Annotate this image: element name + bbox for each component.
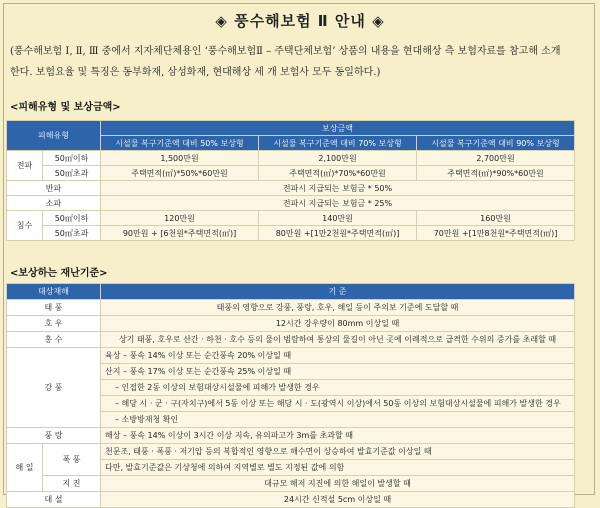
table-cell: 70만원 +[1만8천원*주택면적(㎡)] — [417, 226, 575, 241]
section-heading-disaster: <보상하는 재난기준> — [10, 268, 108, 279]
row-label-small-loss: 소파 — [7, 196, 101, 211]
table-row — [7, 181, 575, 196]
row-label-earthquake: 지 진 — [43, 476, 101, 492]
page-title: ◈ 풍수해보험 Ⅱ 안내 ◈ — [215, 12, 385, 30]
table-cell: 주택면적(㎡)*70%*60만원 — [259, 166, 417, 181]
table-cell: 주택면적(㎡)*50%*60만원 — [101, 166, 259, 181]
header-plan-50: 시설물 복구기준액 대비 50% 보상형 — [101, 136, 259, 151]
table-row — [7, 316, 575, 332]
table-row — [7, 284, 575, 300]
disaster-table — [6, 283, 575, 508]
row-label-flood: 침수 — [7, 211, 43, 241]
row-label-typhoon: 태 풍 — [7, 300, 101, 316]
row-label-tsunami: 해 일 — [7, 444, 43, 492]
row-label-over-50: 50㎡초과 — [43, 166, 101, 181]
table-cell: 80만원 +[1만2천원*주택면적(㎡)] — [259, 226, 417, 241]
table-row — [7, 332, 575, 348]
table-row — [7, 151, 575, 166]
row-label-over-50: 50㎡초과 — [43, 226, 101, 241]
row-label-half-loss: 반파 — [7, 181, 101, 196]
row-label-heavy-snow: 대 설 — [7, 492, 101, 508]
table-cell: 해상 – 풍속 14% 이상이 3시간 이상 지속, 유의파고가 3m를 초과할 때 — [101, 428, 575, 444]
row-label-under-50: 50㎡이하 — [43, 211, 101, 226]
row-label-storm: 폭 풍 — [43, 444, 101, 476]
table-cell: 24시간 신적설 5cm 이상일 때 — [101, 492, 575, 508]
table-row — [7, 226, 575, 241]
table-cell: – 인접한 2동 이상의 보험대상시설물에 피해가 발생한 경우 — [101, 380, 575, 396]
table-cell: 대규모 해저 지진에 의한 해일이 발생할 때 — [101, 476, 575, 492]
table-row — [7, 196, 575, 211]
table-cell: 120만원 — [101, 211, 259, 226]
table-cell: – 해당 시 · 군 · 구(자치구)에서 5동 이상 또는 해당 시 · 도(광역시 이상)에서 50동 이상의 보험대상시설물에 피해가 발생한 경우 — [101, 396, 575, 412]
table-row — [7, 444, 575, 460]
row-label-strong-wind: 강 풍 — [7, 348, 101, 428]
intro-line: (풍수해보험 Ⅰ, Ⅱ, Ⅲ 중에서 지자체단체용인 ‘풍수해보험Ⅱ – 주택단체보험’ 상품의 내용을 현대해상 측 보험자료를 참고해 소개 — [10, 46, 561, 57]
header-damage-type: 피해유형 — [7, 121, 101, 151]
table-row — [7, 211, 575, 226]
table-cell: 1,500만원 — [101, 151, 259, 166]
intro-line: 한다. 보험요율 및 특징은 동부화재, 삼성화재, 현대해상 세 개 보험사 모두 동일하다.) — [10, 67, 381, 78]
table-row — [7, 300, 575, 316]
table-cell: 태풍의 영향으로 강풍, 풍랑, 호우, 해일 등이 주의보 기준에 도달할 때 — [101, 300, 575, 316]
table-cell: 전파시 지급되는 보험금 * 25% — [101, 196, 575, 211]
header-plan-90: 시설물 복구기준액 대비 90% 보상형 — [417, 136, 575, 151]
table-cell: 다만, 발효기준값은 기상청에 의하여 지역별로 별도 지정된 값에 의함 — [101, 460, 575, 476]
table-cell: 산지 – 풍속 17% 이상 또는 순간풍속 25% 이상일 때 — [101, 364, 575, 380]
table-cell: 2,100만원 — [259, 151, 417, 166]
table-cell: 전파시 지급되는 보험금 * 50% — [101, 181, 575, 196]
table-cell: 상기 태풍, 호우로 산간 · 하천 · 호수 등의 물이 범람하여 통상의 물길이 아닌 곳에 이례적으로 급격한 수위의 증가를 초래할 때 — [101, 332, 575, 348]
table-cell: 천문조, 태풍 · 폭풍 · 저기압 등의 복합적인 영향으로 해수면이 상승하여 발효기준값 이상일 때 — [101, 444, 575, 460]
table-cell: 12시간 강우량이 80mm 이상일 때 — [101, 316, 575, 332]
damage-table — [6, 120, 575, 241]
table-row — [7, 121, 575, 136]
row-label-waves: 풍 랑 — [7, 428, 101, 444]
row-label-heavy-rain: 호 우 — [7, 316, 101, 332]
row-label-flood: 홍 수 — [7, 332, 101, 348]
table-cell: 160만원 — [417, 211, 575, 226]
row-label-under-50: 50㎡이하 — [43, 151, 101, 166]
header-compensation: 보상금액 — [101, 121, 575, 136]
section-heading-damage: <피해유형 및 보상금액> — [10, 102, 121, 113]
table-cell: – 소방방재청 확인 — [101, 412, 575, 428]
table-row — [7, 428, 575, 444]
table-cell: 140만원 — [259, 211, 417, 226]
table-row — [7, 348, 575, 364]
table-cell: 2,700만원 — [417, 151, 575, 166]
intro-text — [10, 41, 590, 83]
header-standard: 기 준 — [101, 284, 575, 300]
header-disaster-type: 대상재해 — [7, 284, 101, 300]
table-row — [7, 166, 575, 181]
header-plan-70: 시설물 복구기준액 대비 70% 보상형 — [259, 136, 417, 151]
table-cell: 주택면적(㎡)*90%*60만원 — [417, 166, 575, 181]
table-cell: 육상 – 풍속 14% 이상 또는 순간풍속 20% 이상일 때 — [101, 348, 575, 364]
row-label-full-loss: 전파 — [7, 151, 43, 181]
table-row — [7, 476, 575, 492]
table-cell: 90만원 + [6천원*주택면적(㎡)] — [101, 226, 259, 241]
